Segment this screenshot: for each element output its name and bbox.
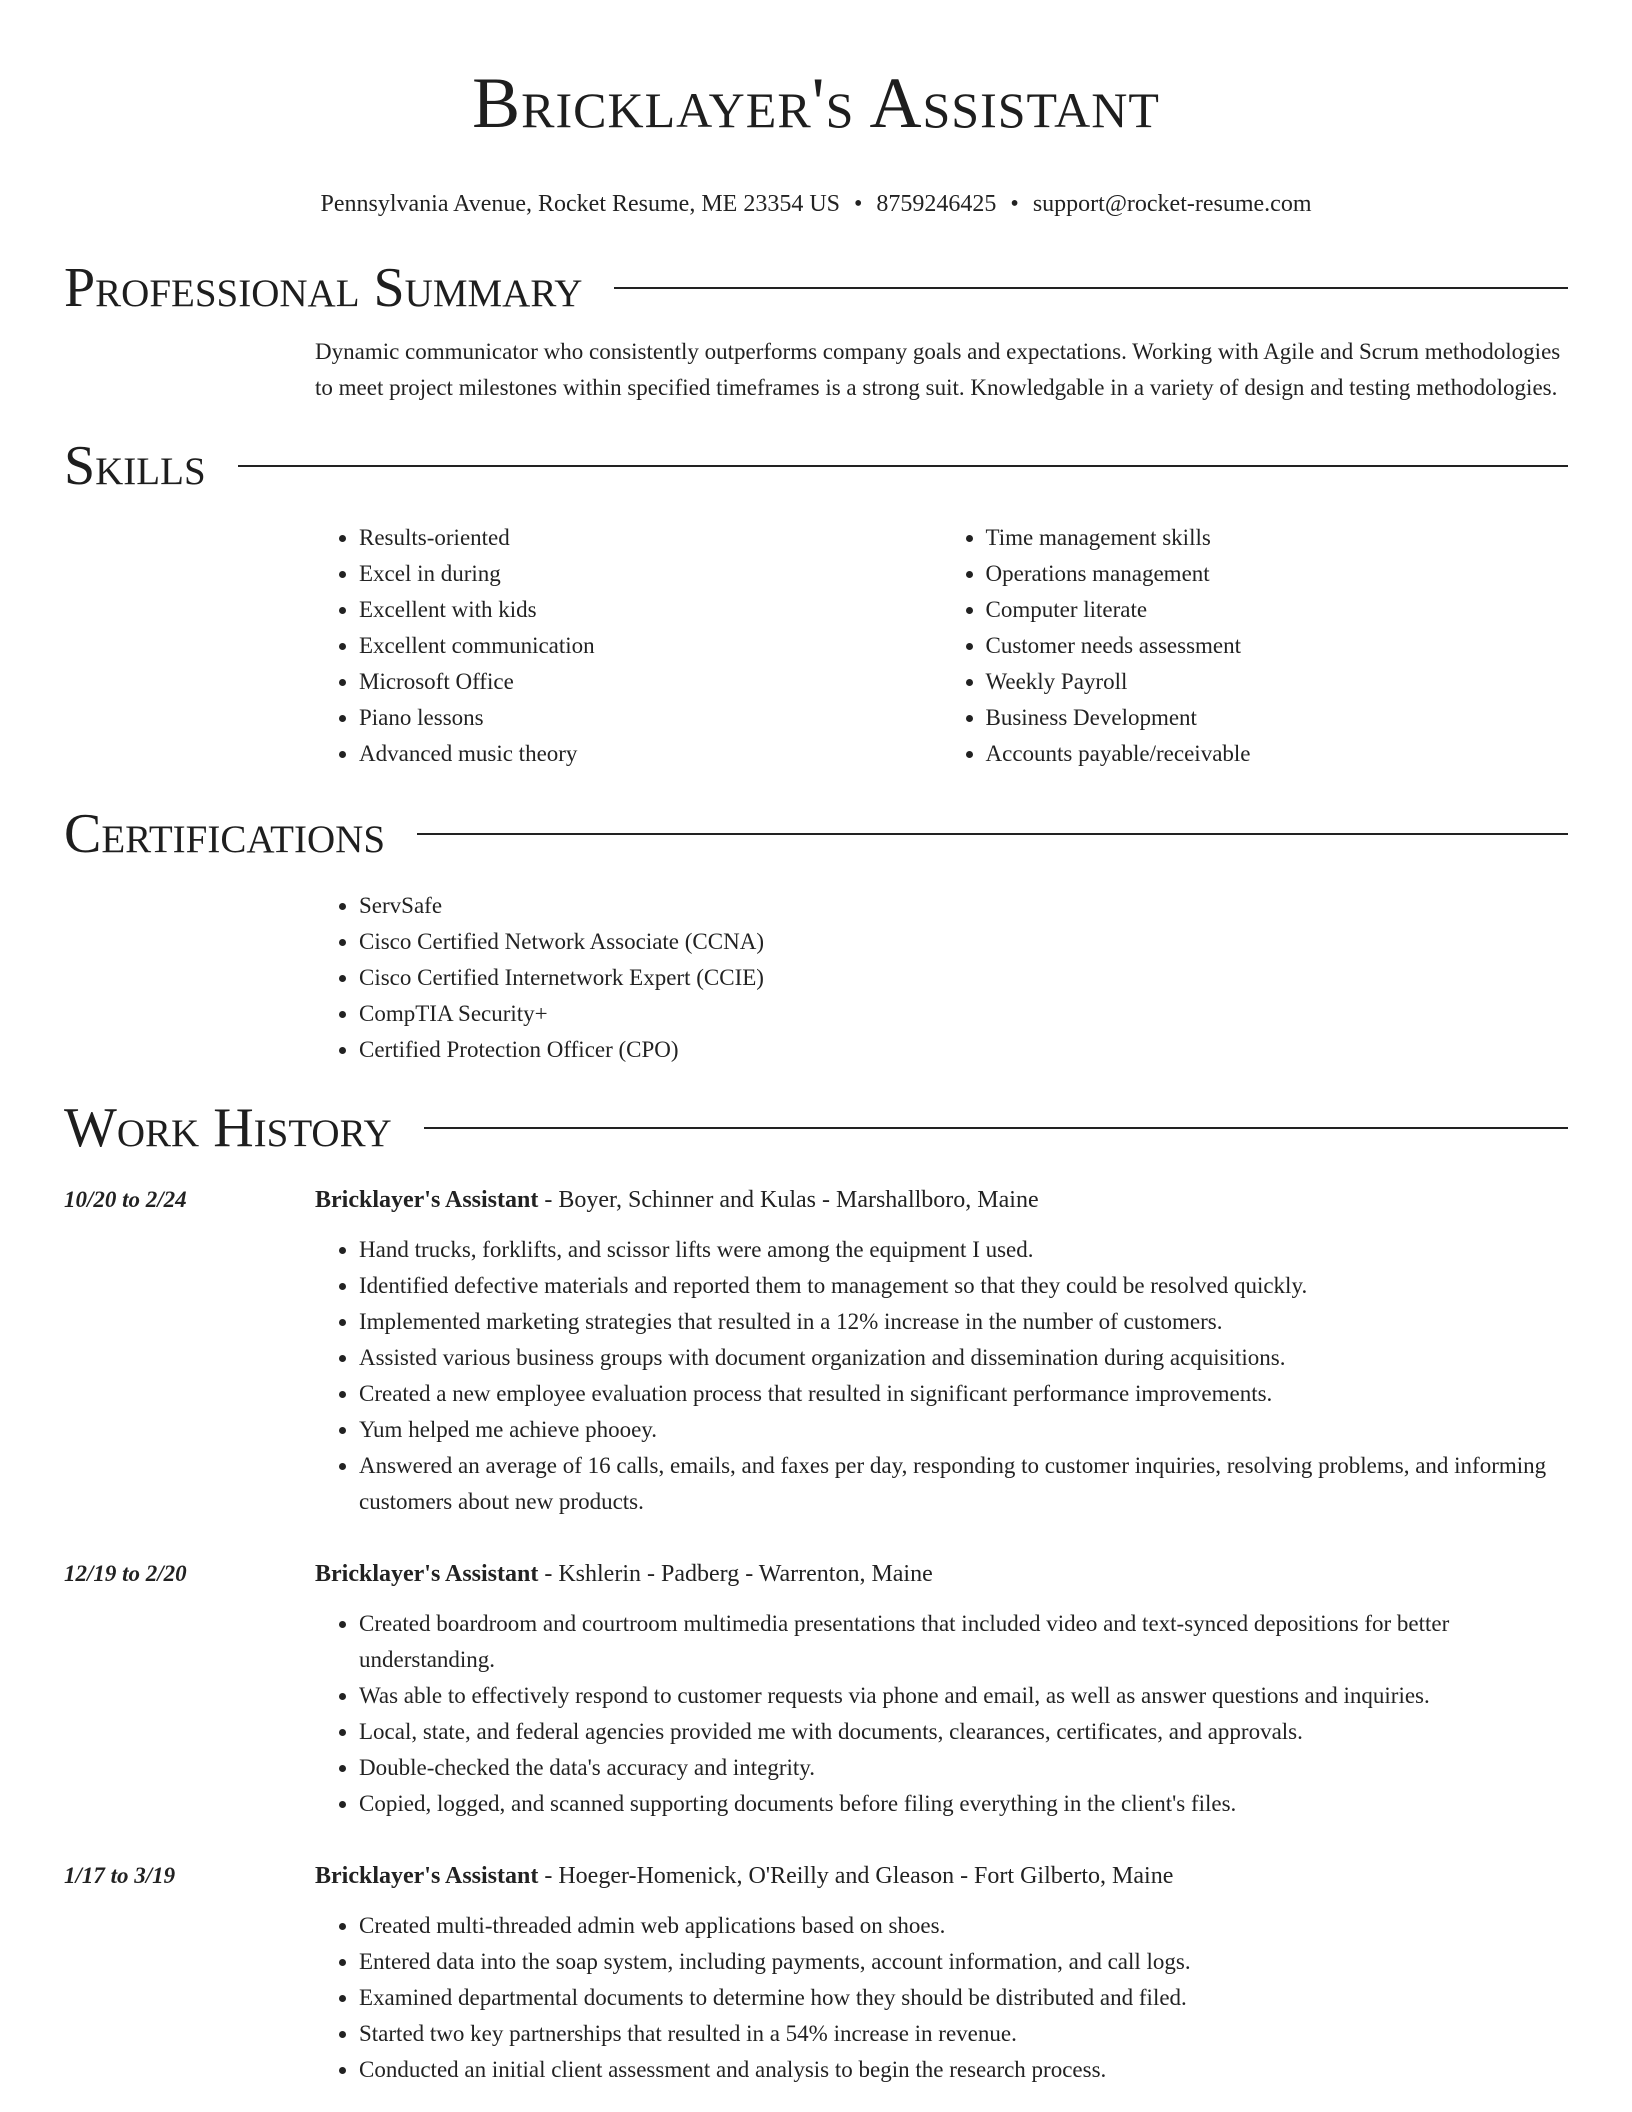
skill-item: • Excel in during (359, 556, 942, 592)
skill-item: • Accounts payable/receivable (986, 736, 1569, 772)
contact-separator: • (1010, 191, 1019, 217)
job-entry (64, 1182, 1568, 1520)
job-employer: - Boyer, Schinner and Kulas - Marshallboro, Maine (538, 1187, 1039, 1213)
certification-item: • Certified Protection Officer (CPO) (359, 1032, 1568, 1068)
summary-text: Dynamic communicator who consistently outperforms company goals and expectations. Working with Agile and Scrum methodologies to meet project milestones within specified timeframes is a strong suit. Knowledgable in a variety of design and testing methodologies. (315, 339, 1561, 400)
job-main (315, 1182, 1568, 1520)
skill-item: • Time management skills (986, 520, 1569, 556)
job-bullet: • Entered data into the soap system, including payments, account information, and call logs. (359, 1944, 1568, 1980)
job-bullets (315, 1232, 1568, 1520)
contact-line (64, 188, 1568, 220)
resume-name: Bricklayer's Assistant (472, 63, 1160, 143)
section-heading-text: Skills (64, 435, 206, 497)
job-employer: - Kshlerin - Padberg - Warrenton, Maine (538, 1561, 933, 1587)
job-title-line (315, 1556, 1568, 1592)
resume-page (64, 0, 1568, 2088)
job-bullet: • Conducted an initial client assessment and analysis to begin the research process. (359, 2052, 1568, 2088)
job-title: Bricklayer's Assistant (315, 1187, 539, 1213)
section-divider (417, 833, 1568, 835)
job-bullet: • Created a new employee evaluation process that resulted in significant performance improvements. (359, 1376, 1568, 1412)
skill-item: • Operations management (986, 556, 1569, 592)
skill-item: • Business Development (986, 700, 1569, 736)
section-heading-work-history (64, 1096, 1568, 1160)
section-divider (424, 1127, 1568, 1129)
skill-item: • Weekly Payroll (986, 664, 1569, 700)
skills-list-left (315, 520, 942, 772)
section-heading-certifications (64, 802, 1568, 866)
job-bullet: • Identified defective materials and reported them to management so that they could be resolved quickly. (359, 1268, 1568, 1304)
summary-section (64, 256, 1568, 406)
section-heading-summary (64, 256, 1568, 320)
job-bullet: • Local, state, and federal agencies provided me with documents, clearances, certificates, and approvals. (359, 1714, 1568, 1750)
contact-separator: • (854, 191, 863, 217)
job-bullets (315, 1606, 1568, 1822)
section-heading-text: Certifications (64, 803, 386, 865)
certification-item: • ServSafe (359, 888, 1568, 924)
job-bullets (315, 1908, 1568, 2088)
skills-list-right (942, 520, 1569, 772)
job-bullet: • Copied, logged, and scanned supporting documents before filing everything in the client's files. (359, 1786, 1568, 1822)
section-heading-text: Professional Summary (64, 257, 583, 319)
job-title-line (315, 1858, 1568, 1894)
job-dates: 12/19 to 2/20 (64, 1561, 187, 1586)
job-bullet: • Created multi-threaded admin web applications based on shoes. (359, 1908, 1568, 1944)
skill-item: • Microsoft Office (359, 664, 942, 700)
job-bullet: • Yum helped me achieve phooey. (359, 1412, 1568, 1448)
job-bullet: • Double-checked the data's accuracy and integrity. (359, 1750, 1568, 1786)
contact-phone: 8759246425 (876, 191, 997, 217)
contact-email[interactable]: support@rocket-resume.com (1032, 191, 1312, 217)
skill-item: • Piano lessons (359, 700, 942, 736)
skill-item: • Results-oriented (359, 520, 942, 556)
certification-item: • Cisco Certified Internetwork Expert (CCIE) (359, 960, 1568, 996)
job-bullet: • Implemented marketing strategies that resulted in a 12% increase in the number of customers. (359, 1304, 1568, 1340)
certifications-list (315, 888, 1568, 1068)
job-main (315, 1556, 1568, 1822)
job-bullet: • Answered an average of 16 calls, emails, and faxes per day, responding to customer inquiries, resolving problems, and informing customers about new products. (359, 1448, 1568, 1520)
skill-item: • Excellent communication (359, 628, 942, 664)
job-entry (64, 1556, 1568, 1822)
skill-item: • Customer needs assessment (986, 628, 1569, 664)
contact-address: Pennsylvania Avenue, Rocket Resume, ME 23354 US (320, 191, 840, 217)
certification-item: • Cisco Certified Network Associate (CCNA) (359, 924, 1568, 960)
job-bullet: • Started two key partnerships that resulted in a 54% increase in revenue. (359, 2016, 1568, 2052)
section-divider (614, 287, 1568, 289)
job-title: Bricklayer's Assistant (315, 1561, 539, 1587)
job-bullet: • Was able to effectively respond to customer requests via phone and email, as well as answer questions and inquiries. (359, 1678, 1568, 1714)
job-title-line (315, 1182, 1568, 1218)
job-employer: - Hoeger-Homenick, O'Reilly and Gleason - Fort Gilberto, Maine (538, 1863, 1174, 1889)
skills-section (64, 434, 1568, 772)
job-entry (64, 1858, 1568, 2088)
skill-item: • Advanced music theory (359, 736, 942, 772)
certifications-body (315, 888, 1568, 1068)
job-dates: 1/17 to 3/19 (64, 1863, 176, 1888)
job-bullet: • Assisted various business groups with document organization and dissemination during acquisitions. (359, 1340, 1568, 1376)
job-title: Bricklayer's Assistant (315, 1863, 539, 1889)
certifications-section (64, 802, 1568, 1068)
section-heading-skills (64, 434, 1568, 498)
job-dates: 10/20 to 2/24 (64, 1187, 187, 1212)
section-divider (238, 465, 1568, 467)
section-heading-text: Work History (64, 1097, 392, 1159)
certification-item: • CompTIA Security+ (359, 996, 1568, 1032)
summary-body (315, 334, 1568, 406)
job-main (315, 1858, 1568, 2088)
work-history-section (64, 1096, 1568, 2088)
job-bullet: • Created boardroom and courtroom multimedia presentations that included video and text-synced depositions for better understanding. (359, 1606, 1568, 1678)
skill-item: • Excellent with kids (359, 592, 942, 628)
job-bullet: • Examined departmental documents to determine how they should be distributed and filed. (359, 1980, 1568, 2016)
skills-body (315, 520, 1568, 772)
skill-item: • Computer literate (986, 592, 1569, 628)
job-bullet: • Hand trucks, forklifts, and scissor lifts were among the equipment I used. (359, 1232, 1568, 1268)
